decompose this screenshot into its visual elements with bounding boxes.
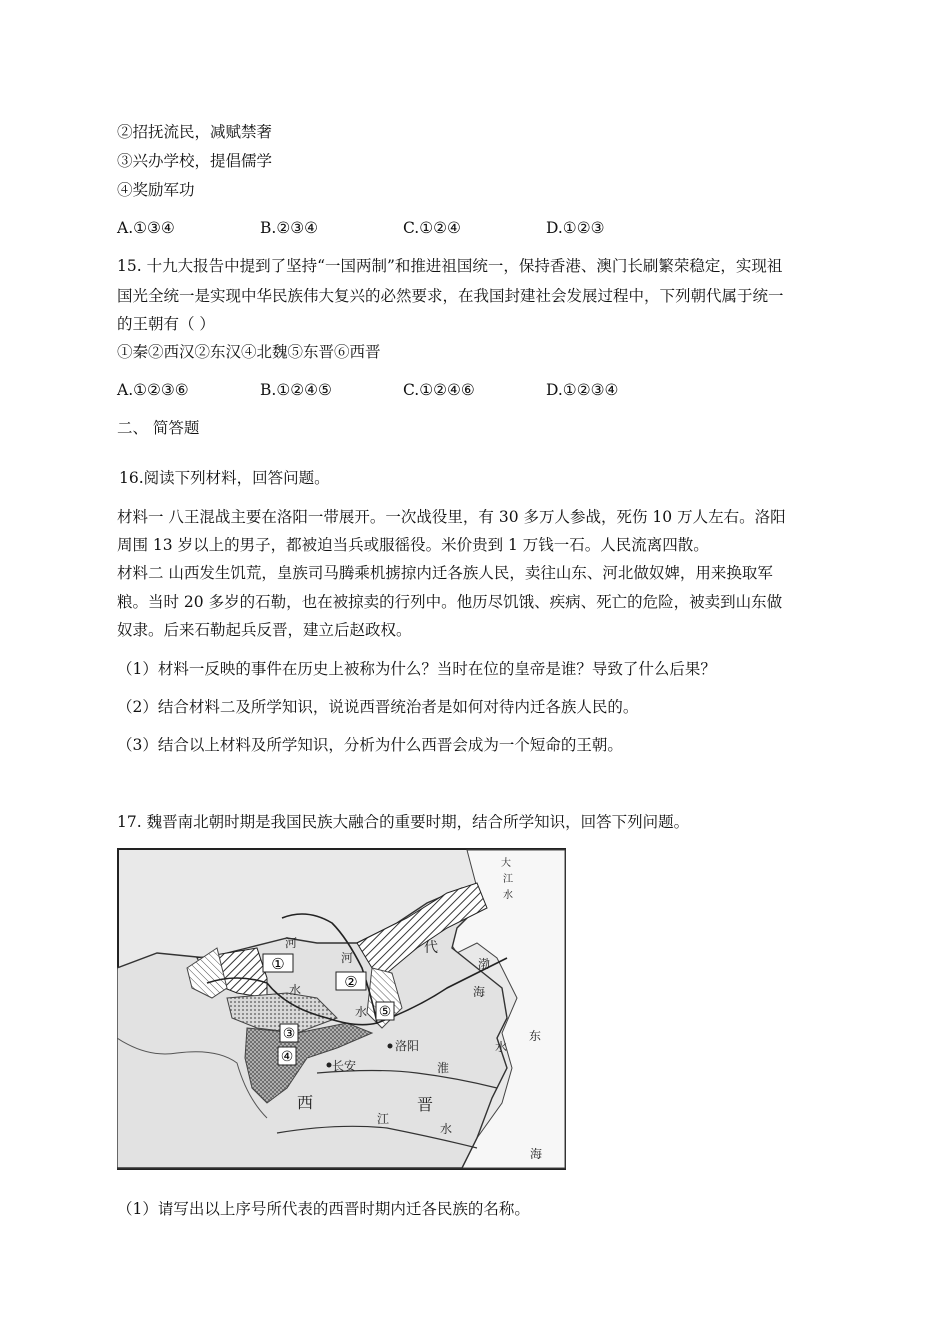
map-label-1: ① — [271, 955, 285, 973]
map-label-2: ② — [344, 973, 358, 991]
section-heading: 二、 简答题 — [117, 419, 200, 437]
map-label-5: ⑤ — [378, 1004, 392, 1020]
q15-stem-line-2: 国光全统一是实现中华民族伟大复兴的必然要求，在我国封建社会发展过程中，下列朝代属于统一 — [117, 287, 784, 305]
map-text-changan: 长安 — [332, 1059, 357, 1073]
q17-subquestion-1: （1）请写出以上序号所代表的西晋时期内迁各民族的名称。 — [117, 1200, 530, 1218]
q14-options — [117, 218, 605, 238]
map-text-dong: 东 — [529, 1029, 542, 1043]
q15-choices: ①秦②西汉②东汉④北魏⑤东晋⑥西晋 — [117, 343, 381, 361]
q15-option-c: C.①②④⑥ — [403, 381, 475, 399]
map-text-shui-2: 水 — [355, 1005, 368, 1019]
map-text-hai-1: 海 — [473, 985, 486, 999]
q17-title: 17. 魏晋南北朝时期是我国民族大融合的重要时期，结合所学知识，回答下列问题。 — [117, 813, 690, 831]
q16-subquestion-3: （3）结合以上材料及所学知识，分析为什么西晋会成为一个短命的王朝。 — [117, 736, 623, 754]
map-text-hai-2: 海 — [530, 1147, 543, 1161]
western-jin-migration-map — [117, 848, 566, 1170]
map-text-jiang-2: 江 — [503, 874, 513, 885]
map-text-dai: 代 — [424, 940, 438, 956]
q16-subquestion-2: （2）结合材料二及所学知识，说说西晋统治者是如何对待内迁各族人民的。 — [117, 698, 639, 716]
q14-option-a: A.①③④ — [117, 219, 175, 237]
q16-material-1-line-1: 材料一 八王混战主要在洛阳一带展开。一次战役里，有 30 多万人参战，死伤 10 万人左右。洛阳 — [117, 508, 786, 526]
q16-material-1-line-2: 周围 13 岁以上的男子，都被迫当兵或服徭役。米价贵到 1 万钱一石。人民流离四散。 — [117, 536, 709, 554]
q14-item-3: ③兴办学校，提倡儒学 — [117, 152, 273, 170]
q15-option-d: D.①②③④ — [546, 381, 619, 399]
q15-option-b: B.①②④⑤ — [260, 381, 332, 399]
map-text-he-2: 河 — [341, 951, 354, 965]
q15-stem-line-3: 的王朝有（ ） — [117, 315, 215, 333]
map-text-bo: 渤 — [478, 957, 491, 971]
q14-item-2: ②招抚流民，减赋禁奢 — [117, 123, 273, 141]
map-text-jiang: 江 — [377, 1112, 390, 1126]
q14-option-b: B.②③④ — [260, 219, 319, 237]
q15-option-a: A.①②③⑥ — [117, 381, 189, 399]
map-text-shui-4: 水 — [440, 1122, 453, 1136]
map-text-shui-1: 水 — [289, 983, 302, 997]
luoyang-marker — [388, 1044, 393, 1049]
q16-subquestion-1: （1）材料一反映的事件在历史上被称为什么？当时在位的皇帝是谁？导致了什么后果？ — [117, 660, 716, 678]
map-label-3: ③ — [282, 1026, 296, 1042]
map-text-da: 大 — [501, 858, 511, 869]
changan-marker — [327, 1063, 332, 1068]
map-text-huai: 淮 — [437, 1061, 450, 1075]
map-text-jin: 晋 — [417, 1095, 434, 1114]
q16-material-2-line-3: 奴隶。后来石勒起兵反晋，建立后赵政权。 — [117, 621, 412, 639]
q14-option-d: D.①②③ — [546, 219, 605, 237]
map-text-shui-3: 水 — [495, 1040, 508, 1054]
map-text-xi: 西 — [297, 1093, 314, 1112]
map-label-4: ④ — [280, 1049, 294, 1065]
q16-title: 16.阅读下列材料，回答问题。 — [119, 469, 330, 487]
q14-option-c: C.①②④ — [403, 219, 461, 237]
q15-options — [117, 380, 618, 400]
map-text-luoyang: 洛阳 — [395, 1039, 420, 1053]
map-text-shui-5: 水 — [503, 890, 513, 901]
q16-material-2-line-1: 材料二 山西发生饥荒，皇族司马腾乘机掳掠内迁各族人民，卖往山东、河北做奴婢，用来换取军 — [117, 564, 773, 582]
q14-item-4: ④奖励军功 — [117, 181, 195, 199]
q16-material-2-line-2: 粮。当时 20 多岁的石勒，也在被掠卖的行列中。他历尽饥饿、疾病、死亡的危险，被卖到山东做 — [117, 593, 783, 611]
map-text-he-1: 河 — [285, 936, 298, 950]
q15-stem-line-1: 15. 十九大报告中提到了坚持“一国两制”和推进祖国统一，保持香港、澳门长刷繁荣稳定，实现祖 — [117, 257, 783, 275]
